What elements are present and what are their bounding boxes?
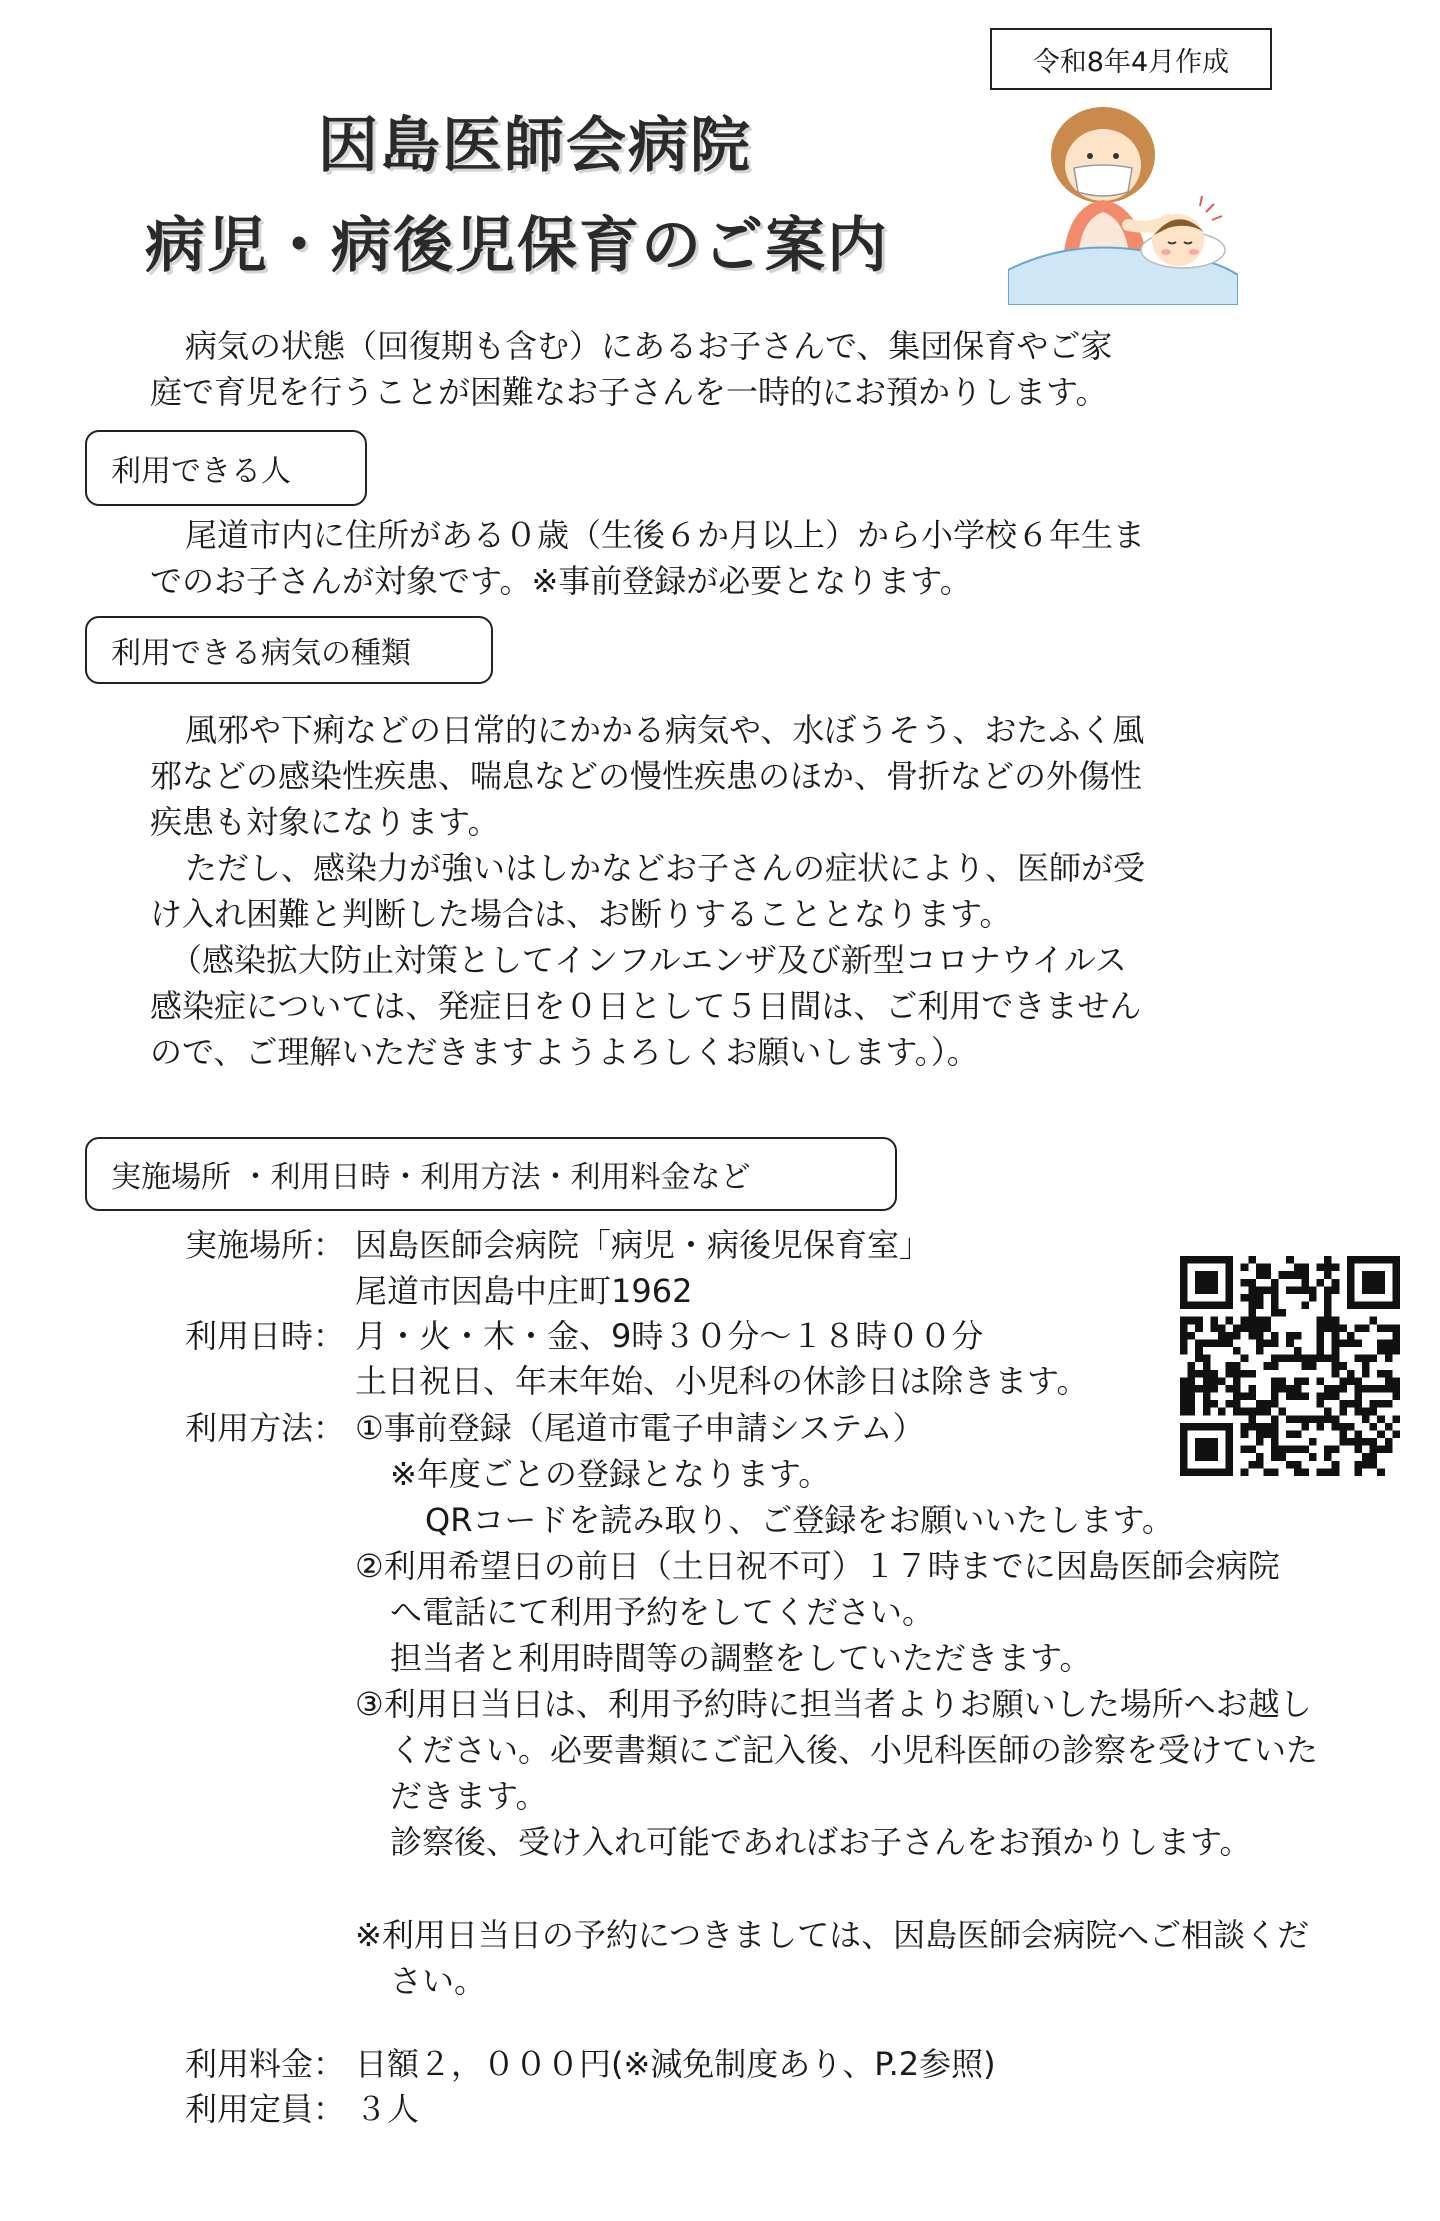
method-line-8: ください。必要書類にご記入後、小児科医師の診察を受けていた xyxy=(390,1731,1319,1769)
method-line-3: QRコードを読み取り、ご登録をお願いいたします。 xyxy=(425,1501,1174,1539)
intro-line-2: 庭で育児を行うことが困難なお子さんを一時的にお預かりします。 xyxy=(150,373,1108,411)
method-line-2: ※年度ごとの登録となります。 xyxy=(390,1455,831,1493)
illness-line-1: 風邪や下痢などの日常的にかかる病気や、水ぼうそう、おたふく風 xyxy=(185,711,1145,749)
section-heading-details xyxy=(85,1137,897,1211)
datetime-note: 土日祝日、年末年始、小児科の休診日は除きます。 xyxy=(355,1362,1089,1400)
creation-date: 令和8年4月作成 xyxy=(990,28,1272,90)
method-line-1: ①事前登録（尾道市電子申請システム） xyxy=(355,1409,925,1447)
users-line-1: 尾道市内に住所がある０歳（生後６か月以上）から小学校６年生ま xyxy=(185,516,1146,554)
page-title: 病児・病後児保育のご案内 xyxy=(145,211,889,281)
hospital-title: 因島医師会病院 xyxy=(318,111,752,181)
method-line-9: だきます。 xyxy=(390,1777,548,1815)
illness-line-5: け入れ困難と判断した場合は、お断りすることとなります。 xyxy=(150,895,1012,933)
place-value: 因島医師会病院「病児・病後児保育室」 xyxy=(355,1226,932,1264)
intro-line-1: 病気の状態（回復期も含む）にあるお子さんで、集団保育やご家 xyxy=(185,327,1113,365)
illness-line-3: 疾患も対象になります。 xyxy=(150,803,500,841)
method-line-11: ※利用日当日の予約につきましては、因島医師会病院へご相談くだ xyxy=(355,1916,1310,1954)
method-label: 利用方法： xyxy=(185,1409,346,1447)
capacity-value: ３人 xyxy=(355,2090,420,2128)
users-line-2: でのお子さんが対象です。※事前登録が必要となります。 xyxy=(150,562,972,600)
method-line-5: へ電話にて利用予約をしてください。 xyxy=(390,1593,935,1631)
method-line-4: ②利用希望日の前日（土日祝不可）１７時までに因島医師会病院 xyxy=(355,1547,1280,1585)
section-heading-users-label: 利用できる人 xyxy=(111,454,291,489)
place-address: 尾道市因島中庄町1962 xyxy=(355,1272,693,1310)
illness-line-8: ので、ご理解いただきますようよろしくお願いします。）。 xyxy=(150,1033,979,1071)
section-heading-illness xyxy=(85,616,493,684)
section-heading-illness-label: 利用できる病気の種類 xyxy=(111,636,411,671)
illness-line-4: ただし、感染力が強いはしかなどお子さんの症状により、医師が受 xyxy=(185,849,1146,887)
method-line-6: 担当者と利用時間等の調整をしていただきます。 xyxy=(390,1639,1092,1677)
fee-label: 利用料金： xyxy=(185,2045,346,2083)
registration-qr-code[interactable] xyxy=(1180,1256,1400,1476)
fee-value: 日額２，０００円(※減免制度あり、P.2参照) xyxy=(355,2045,996,2083)
datetime-label: 利用日時： xyxy=(185,1317,346,1355)
method-line-12: さい。 xyxy=(390,1962,487,2000)
method-line-7: ③利用日当日は、利用予約時に担当者よりお願いした場所へお越し xyxy=(355,1685,1312,1723)
capacity-label: 利用定員： xyxy=(185,2090,346,2128)
method-line-10: 診察後、受け入れ可能であればお子さんをお預かりします。 xyxy=(390,1823,1252,1861)
nurse-with-sick-child-illustration xyxy=(1008,100,1238,305)
section-heading-details-label: 実施場所 ・利用日時・利用方法・利用料金など xyxy=(111,1160,751,1195)
illness-line-6: （感染拡大防止対策としてインフルエンザ及び新型コロナウイルス xyxy=(170,941,1127,979)
illness-line-7: 感染症については、発症日を０日として５日間は、ご利用できません xyxy=(150,987,1142,1025)
datetime-value: 月・火・木・金、9時３０分～１８時００分 xyxy=(355,1317,984,1355)
illness-line-2: 邪などの感染性疾患、喘息などの慢性疾患のほか、骨折などの外傷性 xyxy=(150,757,1143,795)
section-heading-users xyxy=(85,430,367,506)
place-label: 実施場所： xyxy=(185,1226,346,1264)
